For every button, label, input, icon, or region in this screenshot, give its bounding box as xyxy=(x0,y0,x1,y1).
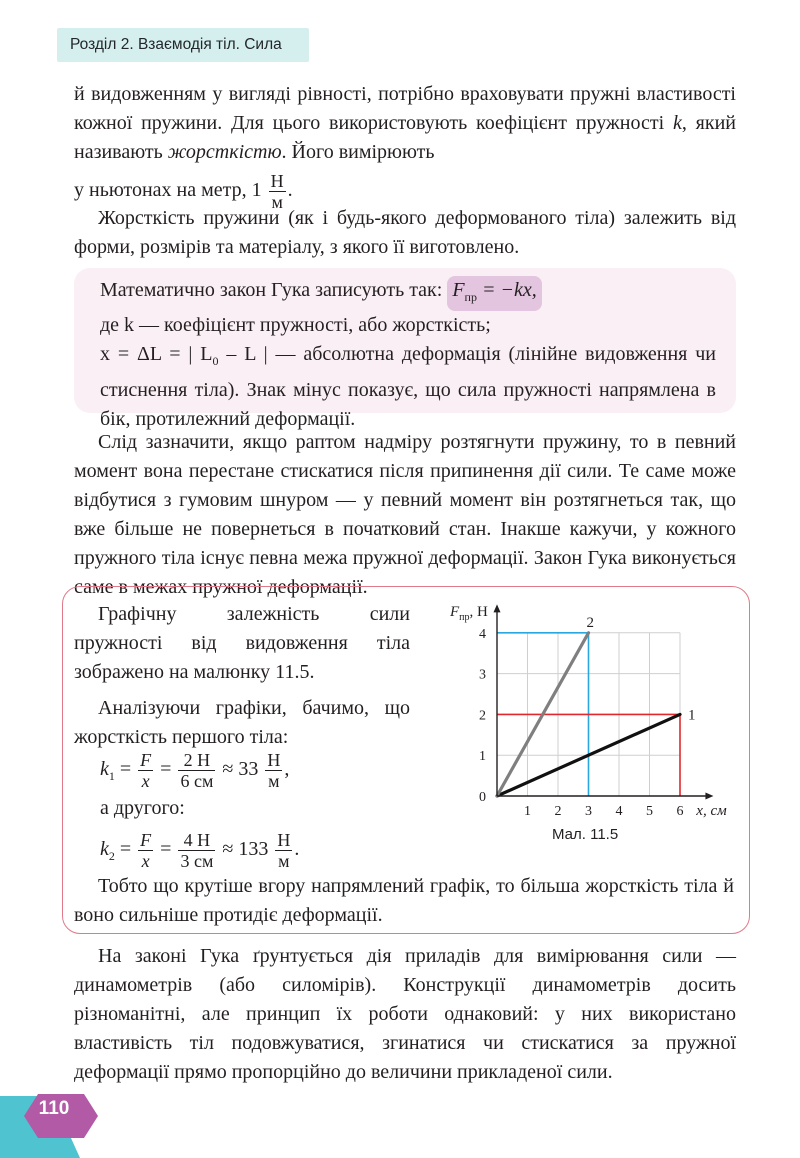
k2-end: . xyxy=(294,838,300,861)
hooke-line-3-sub: 0 xyxy=(212,354,219,368)
intro-term: жорсткістю xyxy=(167,141,282,163)
k2-num: 4 Н xyxy=(178,830,215,851)
x-tick-label: 6 xyxy=(676,804,684,819)
intro-text-2: , який називають xyxy=(74,112,736,163)
y-tick-label: 1 xyxy=(479,749,486,765)
k2-F: F xyxy=(140,830,152,850)
k1-x: x xyxy=(141,771,150,791)
k2-result: ≈ 133 xyxy=(222,838,269,861)
chart-guides xyxy=(497,633,680,796)
k2-den: 3 см xyxy=(180,851,214,871)
formula-rest: = −kx, xyxy=(476,279,537,301)
k1-result: ≈ 33 xyxy=(222,758,259,781)
dynamometer-paragraph: На законі Гука ґрунтується дія приладів для вимірювання сили — динамометрів (або силомірів). Конструкції динамометрів досить різноманітні, але принцип їх роботи однаковий: у них використано властивість тіл подовжуватися, згинатися чи стискатися за пружної деформації прямо пропорційно до величини прикладеної сили. xyxy=(74,945,736,1083)
formula-sub: пр xyxy=(464,290,477,304)
section-header: Розділ 2. Взаємодія тіл. Сила xyxy=(57,28,309,62)
graph-conclusion: Тобто що крутіше вгору напрямлений графік, то більша жорсткість тіла й воно сильніше протидіє деформації. xyxy=(74,875,734,926)
x-tick-label: 5 xyxy=(646,804,653,819)
unit-denominator: м xyxy=(271,192,283,212)
k1-values-fraction xyxy=(178,750,215,791)
k1-sub: 1 xyxy=(108,769,115,784)
k2-sub: 2 xyxy=(108,849,115,864)
unit-end: . xyxy=(287,179,293,202)
y-tick-label: 4 xyxy=(479,626,486,642)
hooke-line-1 xyxy=(100,276,716,311)
x-axis-arrow xyxy=(705,793,713,800)
hooke-line-3b: – L | — абсолютна деформація (лінійне видовження чи стиснення тіла). Знак мінус показує, що сила пружності напрямлена в бік, протилежний деформації. xyxy=(100,343,716,430)
unit-text: у ньютонах на метр, 1 xyxy=(74,179,262,202)
y-axis-arrow xyxy=(494,604,501,612)
k2-F-over-x xyxy=(138,830,153,871)
series-label-2: 2 xyxy=(586,614,594,631)
page-number: 110 xyxy=(38,1098,70,1119)
k2-unit-num: Н xyxy=(277,830,291,850)
graph-paragraph-2: Аналізуючи графіки, бачимо, що жорсткість першого тіла: xyxy=(74,697,410,748)
intro-paragraph xyxy=(74,80,736,212)
y-tick-label: 2 xyxy=(479,708,486,724)
k1-unit-num: Н xyxy=(267,750,281,770)
stiffness-paragraph: Жорсткість пружини (як і будь-якого деформованого тіла) залежить від форми, розмірів та матеріалу, з якого її виготовлено. xyxy=(74,207,736,258)
k2-equation: $k_2$ = $\frac{F}{x}$ = $\frac{4 Н}{3 см}$ ≈ 133 $\frac{Н}{м}$ . xyxy=(100,830,300,871)
k2-values-fraction xyxy=(178,830,215,871)
k2-label: k xyxy=(100,838,109,861)
k1-unit xyxy=(265,750,282,791)
x-tick-label: 3 xyxy=(585,804,592,819)
k1-label: k xyxy=(100,758,109,781)
graph-paragraph-1: Графічну залежність сили пружності від видовження тіла зображено на малюнку 11.5. xyxy=(74,603,410,683)
x-tick-label: 4 xyxy=(615,804,623,819)
k1-num: 2 Н xyxy=(178,750,215,771)
k1-F-over-x xyxy=(138,750,153,791)
formula-F: F xyxy=(452,279,465,301)
k1-den: 6 см xyxy=(180,771,214,791)
x-axis-label: x, см xyxy=(696,803,727,819)
k2-x: x xyxy=(141,851,150,871)
elastic-limit-paragraph: Слід зазначити, якщо раптом надміру розтягнути пружину, то в певний момент вона перестане стискатися після припинення дії сили. Те саме може відбутися з гумовим шнуром — у певний момент він розтягнеться так, що вже більше не повернеться в початковий стан. Інакше кажучи, у кожного пружного тіла існує певна межа пружної деформації. Закон Гука виконується саме в межах пружної деформації. xyxy=(74,431,736,598)
y-axis-label: $F_{пр}$, Н xyxy=(450,604,488,623)
force-extension-chart xyxy=(440,596,740,826)
k1-unit-den: м xyxy=(268,771,280,791)
figure-caption: Мал. 11.5 xyxy=(552,826,619,843)
hooke-law-box xyxy=(74,268,736,430)
hooke-line-3a: x = ΔL = | L xyxy=(100,343,213,365)
x-tick-label: 2 xyxy=(554,804,562,819)
intro-k: k xyxy=(672,112,682,134)
y-tick-label: 3 xyxy=(479,667,486,683)
k2-unit xyxy=(275,830,292,871)
second-label: а другого: xyxy=(100,797,185,819)
unit-numerator: Н xyxy=(270,171,284,191)
k1-equation: $k_1$ = $\frac{F}{x}$ = $\frac{2 Н}{6 см}$ ≈ 33 $\frac{Н}{м}$ , xyxy=(100,750,290,791)
k1-end: , xyxy=(284,758,290,781)
origin-label: 0 xyxy=(479,790,486,805)
intro-text-3: . Його вимірюють xyxy=(281,141,435,163)
hooke-lead: Математично закон Гука записують так: xyxy=(100,279,443,301)
hooke-formula xyxy=(447,276,541,311)
hooke-line-2: де k — коефіцієнт пружності, або жорсткість; xyxy=(100,314,491,336)
x-tick-label: 1 xyxy=(524,804,531,819)
k2-unit-den: м xyxy=(278,851,290,871)
k1-F: F xyxy=(140,750,152,770)
intro-text: й видовженням у вигляді рівності, потрібно враховувати пружні властивості кожної пружини. Для цього використовують коефіцієнт пружності xyxy=(74,83,736,134)
series-label-1: 1 xyxy=(688,707,696,724)
hooke-line-3 xyxy=(100,340,716,434)
